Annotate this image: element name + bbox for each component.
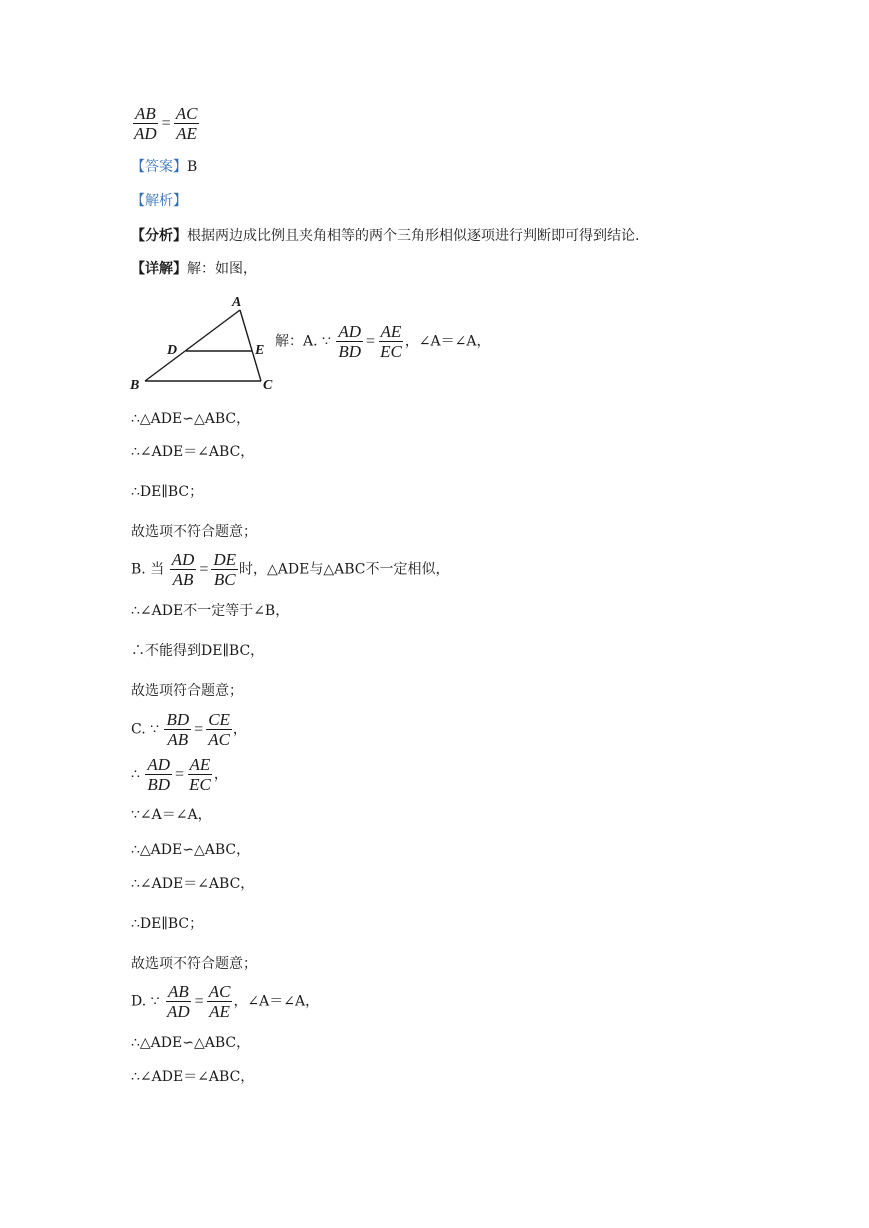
- option-d-line-1: ∴△ADE∽△ABC，: [131, 1035, 251, 1051]
- top-fraction-equation: $\frac{AB}{AD}$ = $\frac{AC}{AE}$: [134, 104, 198, 143]
- fraction: $\frac{AD}{BD}$: [338, 322, 362, 361]
- fraction: $\frac{DE}{BC}$: [213, 550, 237, 589]
- fraction: $\frac{AD}{BD}$: [147, 755, 171, 794]
- label-e: E: [255, 343, 265, 358]
- option-b-line-2: ∴不能得到DE∥BC，: [131, 643, 265, 659]
- option-d-line-2: ∴∠ADE＝∠ABC，: [131, 1069, 255, 1085]
- label-a: A: [232, 295, 242, 310]
- option-a-line-3: ∴DE∥BC；: [131, 484, 204, 500]
- xiangjie-tag: 【详解】: [131, 261, 187, 277]
- fenxi-text: 根据两边成比例且夹角相等的两个三角形相似逐项进行判断即可得到结论.: [187, 228, 640, 244]
- answer-value: B: [187, 159, 198, 175]
- answer-tag: 【答案】: [131, 159, 187, 175]
- fraction: $\frac{AB}{AD}$: [167, 982, 190, 1021]
- fraction: $\frac{AE}{EC}$: [380, 322, 402, 361]
- fenxi-tag: 【分析】: [131, 228, 187, 244]
- label-c: C: [263, 378, 273, 393]
- fraction: $\frac{AE}{EC}$: [189, 755, 211, 794]
- triangle-figure: [126, 292, 278, 394]
- option-c-statement-2: ∴ $\frac{AD}{BD}$ = $\frac{AE}{EC}$ ，: [131, 755, 228, 794]
- fraction: $\frac{AC}{AE}$: [175, 104, 198, 143]
- option-a-line-4: 故选项不符合题意；: [131, 524, 257, 540]
- option-a-line-2: ∴∠ADE＝∠ABC，: [131, 444, 255, 460]
- option-a-statement: 解：A. ∵ $\frac{AD}{BD}$ = $\frac{AE}{EC}$ ，∠A＝∠A，: [275, 322, 491, 361]
- fenxi-line: [131, 226, 639, 246]
- option-b-line-1: ∴∠ADE不一定等于∠B，: [131, 603, 290, 619]
- option-b-statement: B. 当 $\frac{AD}{AB}$ = $\frac{DE}{BC}$ 时，△ADE与△ABC不一定相似，: [131, 550, 450, 589]
- answer-line: [131, 157, 197, 177]
- option-c-line-5: 故选项不符合题意；: [131, 956, 257, 972]
- option-a-line-1: ∴△ADE∽△ABC，: [131, 411, 251, 427]
- analysis-tag: 【解析】: [131, 193, 187, 209]
- fraction: $\frac{AB}{AD}$: [134, 104, 157, 143]
- xiangjie-text: 解：如图，: [187, 261, 257, 277]
- option-c-statement: C. ∵ $\frac{BD}{AB}$ = $\frac{CE}{AC}$ ，: [131, 710, 247, 749]
- label-d: D: [167, 343, 178, 358]
- option-c-line-4: ∴DE∥BC；: [131, 916, 204, 932]
- fraction: $\frac{AD}{AB}$: [171, 550, 195, 589]
- fraction: $\frac{AC}{AE}$: [208, 982, 231, 1021]
- option-c-line-3: ∴∠ADE＝∠ABC，: [131, 876, 255, 892]
- option-d-statement: D. ∵ $\frac{AB}{AD}$ = $\frac{AC}{AE}$ ，∠A＝∠A，: [131, 982, 320, 1021]
- option-c-line-2: ∴△ADE∽△ABC，: [131, 842, 251, 858]
- label-b: B: [130, 378, 140, 393]
- fraction: $\frac{BD}{AB}$: [166, 710, 190, 749]
- xiangjie-line: [131, 259, 257, 279]
- option-b-line-3: 故选项符合题意；: [131, 683, 243, 699]
- option-c-line-1: ∵∠A＝∠A，: [131, 807, 212, 823]
- fraction: $\frac{CE}{AC}$: [208, 710, 230, 749]
- side-ab: [145, 310, 240, 381]
